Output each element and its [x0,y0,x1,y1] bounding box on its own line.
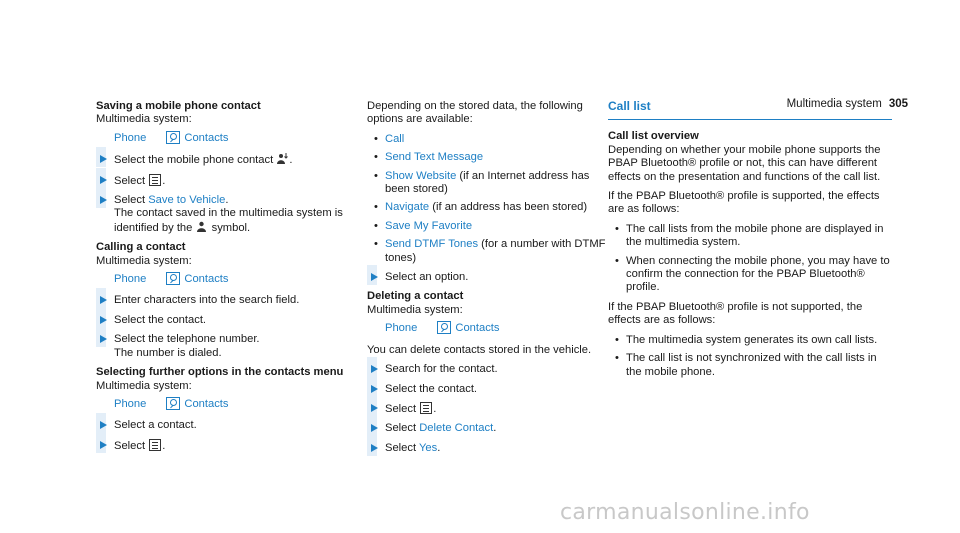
list-item [367,151,617,164]
column-middle [367,100,617,461]
option-show-website[interactable]: Show Website [385,169,457,182]
search-icon [166,397,180,410]
person-save-icon [277,153,288,165]
supported-intro: If the PBAP Bluetooth® profile is supported, the effects are as follows: [608,190,880,216]
step: Select Delete Contact. [367,422,617,435]
search-icon [166,272,180,285]
list-item [367,133,617,146]
watermark: carmanualsonline.info [560,500,810,525]
arrow-step-icon [100,176,107,184]
step: Select a contact. [96,419,356,432]
multimedia-label: Multimedia system: [96,113,192,126]
path-phone[interactable]: Phone [114,131,147,144]
path-phone[interactable]: Phone [114,397,147,410]
deleting-contact-heading: Deleting a contact [367,290,464,303]
step: Search for the contact. [367,363,617,376]
path-contacts[interactable]: Contacts [455,322,500,335]
step: Select Save to Vehicle. The contact saved in the multimedia system is identified by the symbol. [96,194,356,235]
options-list [367,133,617,265]
step: Select Yes. [367,442,617,455]
menu-path [385,321,617,335]
person-icon [196,221,207,233]
arrow-step-icon [371,365,378,373]
step: Select . [367,402,617,416]
arrow-step-icon [371,385,378,393]
save-contact-heading: Saving a mobile phone contact [96,100,261,112]
multimedia-label: Multimedia system: [96,379,192,392]
delete-contact-link[interactable]: Delete Contact [419,422,494,435]
options-intro: Depending on the stored data, the following options are available: [367,100,583,126]
menu-path [114,397,356,411]
overview-text: Depending on whether your mobile phone supports the PBAP Bluetooth® profile or not, this can have different effects on the presentation and functions of the call list. [608,143,881,183]
arrow-step-icon [100,335,107,343]
supported-list [608,223,892,295]
step: Select an option. [367,271,617,284]
arrow-step-icon [100,196,107,204]
step: Select the mobile phone contact . [96,153,356,167]
menu-icon[interactable] [149,439,161,451]
delete-intro: You can delete contacts stored in the vehicle. [367,343,592,356]
call-list-section-title: Call list [608,100,892,120]
search-icon [437,321,451,334]
arrow-step-icon [371,444,378,452]
column-left [96,100,356,459]
multimedia-label: Multimedia system: [96,254,192,267]
list-item: • When connecting the mobile phone, you may have to confirm the connection for the PBAP Bluetooth® profile. [608,255,892,295]
option-save-favorite[interactable]: Save My Favorite [385,219,473,232]
option-navigate[interactable]: Navigate [385,201,430,214]
path-contacts[interactable]: Contacts [184,397,229,410]
step: Select the contact. [367,383,617,396]
menu-path [114,131,356,145]
list-item: • Navigate (if an address has been stored) [367,201,617,214]
step: Select the telephone number. The number is dialed. [96,333,356,360]
arrow-step-icon [100,421,107,429]
save-to-vehicle-link[interactable]: Save to Vehicle [148,194,226,207]
list-item: • Send DTMF Tones (for a number with DTMF tones) [367,238,617,265]
arrow-step-icon [371,404,378,412]
not-supported-list [608,334,892,379]
call-list-overview-heading: Call list overview [608,130,699,143]
step: Enter characters into the search field. [96,294,356,307]
option-send-text[interactable]: Send Text Message [385,151,484,164]
calling-contact-heading: Calling a contact [96,241,186,254]
further-options-heading: Selecting further options in the contacts menu [96,366,344,379]
menu-icon[interactable] [149,174,161,186]
arrow-step-icon [100,441,107,449]
option-send-dtmf[interactable]: Send DTMF Tones [385,238,479,251]
multimedia-label: Multimedia system: [367,303,463,316]
list-item: • The call lists from the mobile phone are displayed in the multimedia system. [608,223,892,250]
step: Select the contact. [96,314,356,327]
arrow-step-icon [371,273,378,281]
path-contacts[interactable]: Contacts [184,131,229,144]
page-number: 305 [888,98,908,110]
path-phone[interactable]: Phone [385,322,418,335]
search-icon [166,131,180,144]
path-contacts[interactable]: Contacts [184,273,229,286]
not-supported-intro: If the PBAP Bluetooth® profile is not supported, the effects are as follows: [608,300,863,327]
yes-link[interactable]: Yes [419,441,438,454]
list-item: • Show Website (if an Internet address has been stored) [367,170,617,197]
arrow-step-icon [371,424,378,432]
option-call[interactable]: Call [385,132,405,145]
arrow-step-icon [100,316,107,324]
column-right [608,100,892,385]
arrow-step-icon [100,155,107,163]
menu-path [114,272,356,286]
step: Select . [96,174,356,188]
step: Select . [96,439,356,453]
list-item [367,220,617,233]
menu-icon[interactable] [420,402,432,414]
list-item: • The call list is not synchronized with the call lists in the mobile phone. [608,352,892,379]
arrow-step-icon [100,296,107,304]
header-section: Multimedia system [786,98,882,110]
path-phone[interactable]: Phone [114,273,147,286]
list-item: • The multimedia system generates its own call lists. [608,334,892,347]
